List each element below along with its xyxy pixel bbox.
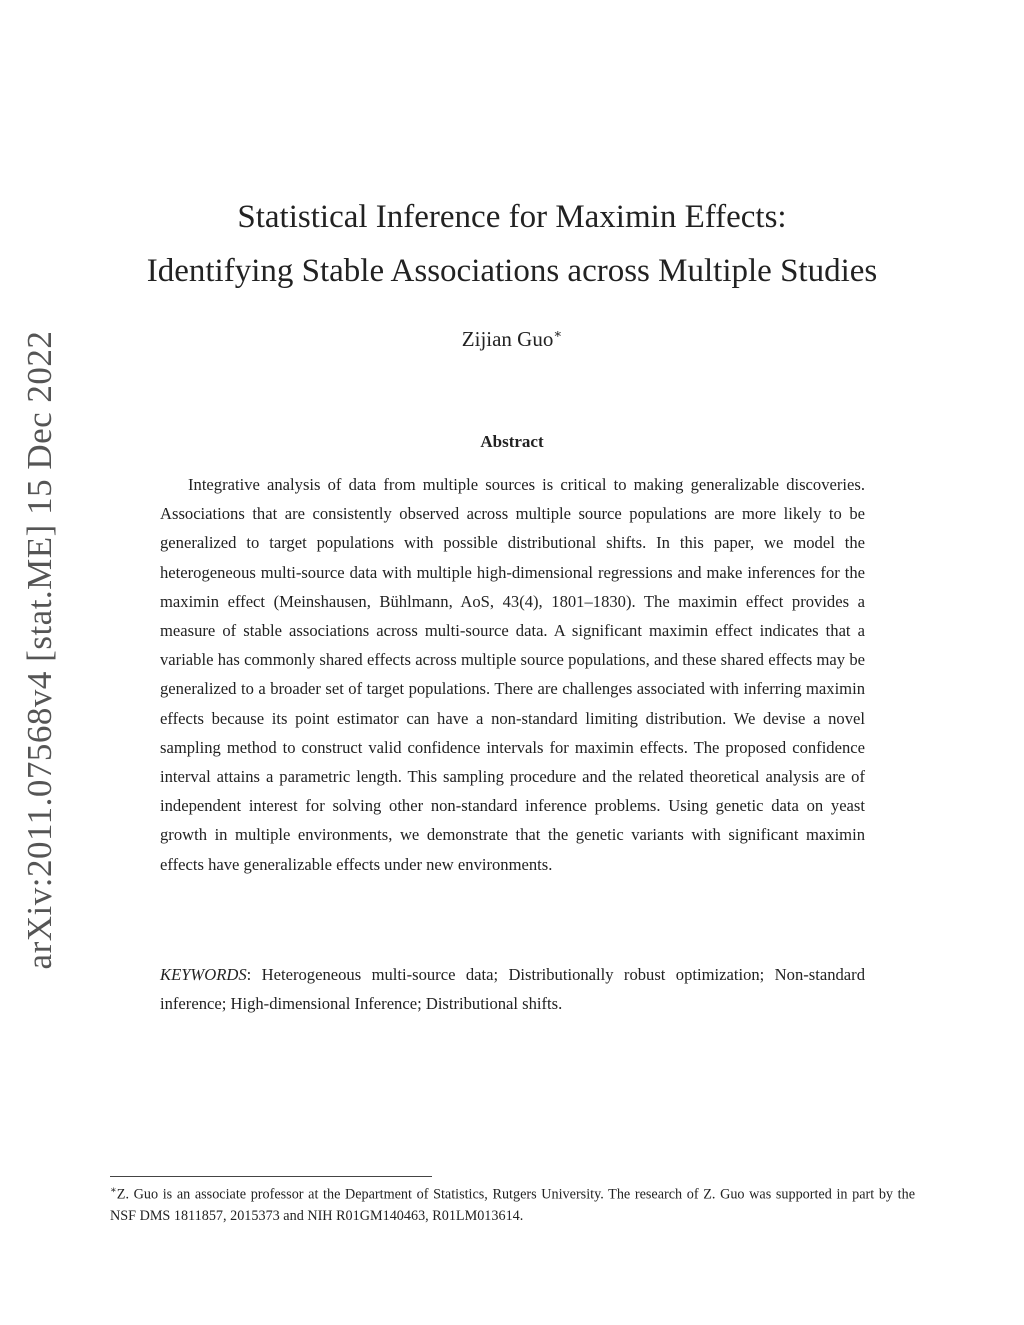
- arxiv-identifier: arXiv:2011.07568v4 [stat.ME] 15 Dec 2022: [20, 330, 59, 970]
- footnote: [110, 1180, 915, 1227]
- abstract-heading: Abstract: [480, 432, 544, 451]
- paper-title: [0, 190, 1024, 298]
- author-footnote-marker: ∗: [553, 326, 563, 341]
- author-name: Zijian Guo: [461, 327, 554, 351]
- title-line-1: Statistical Inference for Maximin Effects:: [237, 199, 787, 235]
- footnote-divider: [110, 1176, 432, 1177]
- keywords-label: KEYWORDS: [160, 965, 247, 984]
- footnote-text: Z. Guo is an associate professor at the Department of Statistics, Rutgers University. The research of Z. Guo was supported in part by the NSF DMS 1811857, 2015373 and NIH R01GM140463, R01LM013614.: [110, 1186, 915, 1224]
- keywords: [160, 960, 865, 1018]
- title-line-2: Identifying Stable Associations across Multiple Studies: [146, 253, 878, 289]
- footnote-marker: ∗: [110, 1185, 117, 1196]
- author: [0, 326, 1024, 352]
- abstract-text: Integrative analysis of data from multiple sources is critical to making generalizable discoveries. Associations that are consistently observed across multiple source populations are more likely to be generalized to target populations with possible distributional shifts. In this paper, we model the heterogeneous multi-source data with multiple high-dimensional regressions and make inferences for the maximin effect (Meinshausen, Bühlmann, AoS, 43(4), 1801–1830). The maximin effect provides a measure of stable associations across multi-source data. A significant maximin effect indicates that a variable has commonly shared effects across multiple source populations, and these shared effects may be generalized to a broader set of target populations. There are challenges associated with inferring maximin effects because its point estimator can have a non-standard limiting distribution. We devise a novel sampling method to construct valid confidence intervals for maximin effects. The proposed confidence interval attains a parametric length. This sampling procedure and the related theoretical analysis are of independent interest for solving other non-standard inference problems. Using genetic data on yeast growth in multiple environments, we demonstrate that the genetic variants with significant maximin effects have generalizable effects under new environments.: [160, 475, 865, 874]
- keywords-text: : Heterogeneous multi-source data; Distributionally robust optimization; Non-standard inference; High-dimensional Inference; Distributional shifts.: [160, 965, 865, 1014]
